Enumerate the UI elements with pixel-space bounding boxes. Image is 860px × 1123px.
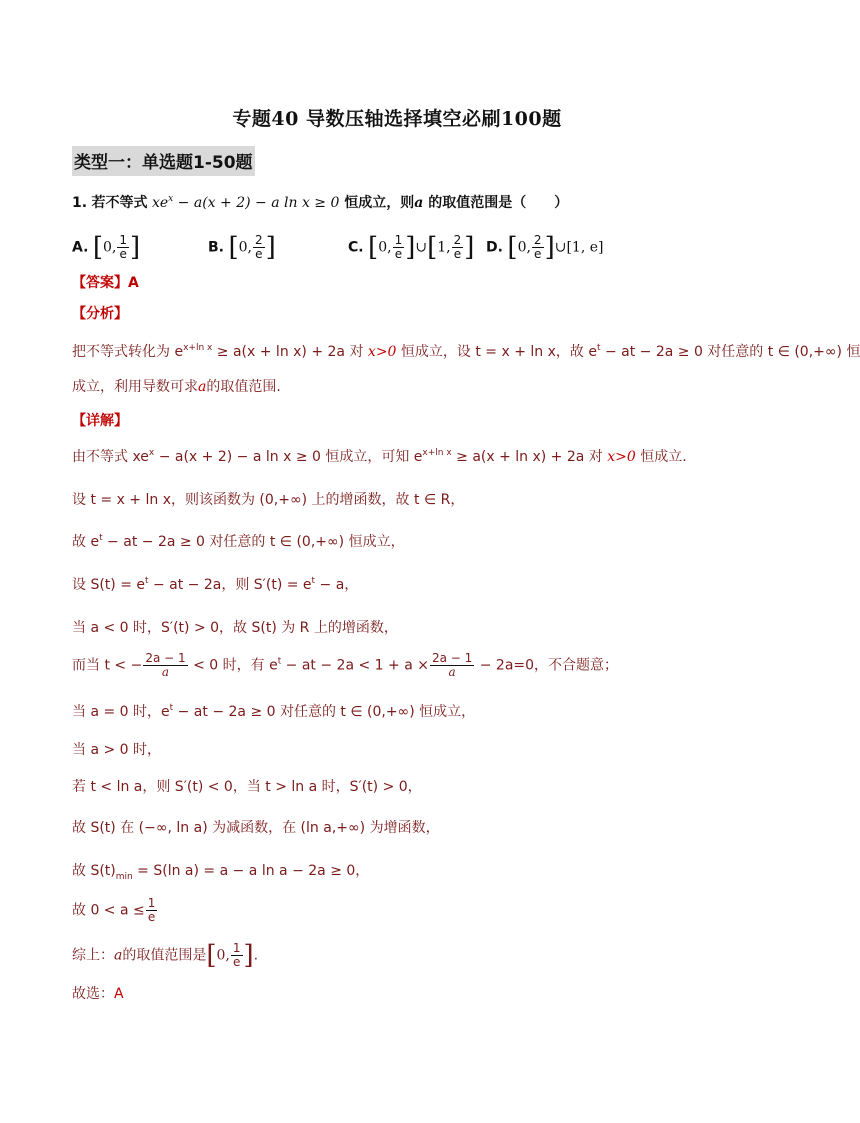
option-a: A. [0, $\frac{1}{e}$ ] — [72, 232, 141, 263]
detail-line-6: 而当 t < − $\frac{2a - 1}{a}$ < 0 时，有 $e^t$ − at − 2a < 1 + a × $\frac{2a - 1}{a}$ − 2a=0，不合题意； — [72, 651, 619, 679]
detail-line-1: 由不等式 $xe^x - a(x + 2) - a$ ln x ≥ 0 恒成立，可知 $e^{x+ln x} \ge a(x + \ln x) + 2a$ 对 x>0 恒成立. — [72, 448, 687, 465]
option-b: B. [0, $\frac{2}{e}$ ] — [208, 232, 276, 263]
analysis-line-1: 把不等式转化为 $e^{x+ln x} \ge a(x + \ln x) + 2a$ 对 x>0 恒成立，设 t = x + ln x，故 $e^t$ − at − 2a ≥ 0 对任意的 t ∈ (0,+∞) 恒 — [72, 343, 860, 360]
detail-line-13: 综上：a的取值范围是[0, $\frac{1}{e}$ ]. — [72, 940, 259, 971]
detail-line-9: 若 t < ln a，则 S′(t) < 0，当 t > ln a 时，S′(t) > 0， — [72, 779, 422, 795]
analysis-line-2: 成立，利用导数可求a的取值范围. — [72, 379, 281, 395]
detail-line-14: 故选：A — [72, 986, 124, 1002]
page-title: 专题40 导数压轴选择填空必刷100题 — [232, 108, 562, 130]
detail-line-5: 当 a < 0 时，S′(t) > 0，故 S(t) 为 R 上的增函数， — [72, 620, 398, 636]
detail-line-7: 当 a = 0 时，$e^t$ − at − 2a ≥ 0 对任意的 t ∈ (0,+∞) 恒成立， — [72, 703, 476, 720]
answer-line — [72, 272, 139, 292]
detail-tag: 【详解】 — [72, 413, 128, 429]
answer-tag: 【答案】 — [72, 275, 128, 291]
detail-line-11: 故 $S(t)_{min} = S(\ln$ a) = a − a ln a − 2a ≥ 0， — [72, 863, 370, 882]
detail-line-12: 故 0 < a ≤ $\frac{1}{e}$ — [72, 896, 156, 924]
detail-line-4: 设 $S(t) = e^t$ − at − 2a，则 $S'(t) = e^t - a$， — [72, 576, 359, 593]
section-heading: 类型一：单选题1-50题 — [72, 146, 255, 176]
detail-line-8: 当 a > 0 时， — [72, 742, 162, 758]
question-stem: 1. 若不等式 $xe^x - a(x + 2) - a$ ln x ≥ 0 恒成立，则a 的取值范围是（ ） — [72, 194, 569, 211]
answer-value: A — [128, 275, 139, 291]
question-number: 1. — [72, 195, 88, 211]
analysis-tag: 【分析】 — [72, 306, 128, 322]
option-d: D. [0, $\frac{2}{e}$ ]∪[1, e] — [486, 232, 604, 263]
detail-line-10: 故 S(t) 在 (−∞, ln a) 为减函数，在 (ln a,+∞) 为增函数， — [72, 820, 440, 836]
detail-line-3: 故 $e^t$ − at − 2a ≥ 0 对任意的 t ∈ (0,+∞) 恒成立， — [72, 533, 405, 550]
option-c: C. [0, $\frac{1}{e}$ ]∪[1, $\frac{2}{e}$ ] — [348, 232, 475, 263]
detail-line-2: 设 t = x + ln x，则该函数为 (0,+∞) 上的增函数，故 t ∈ R， — [72, 492, 465, 508]
